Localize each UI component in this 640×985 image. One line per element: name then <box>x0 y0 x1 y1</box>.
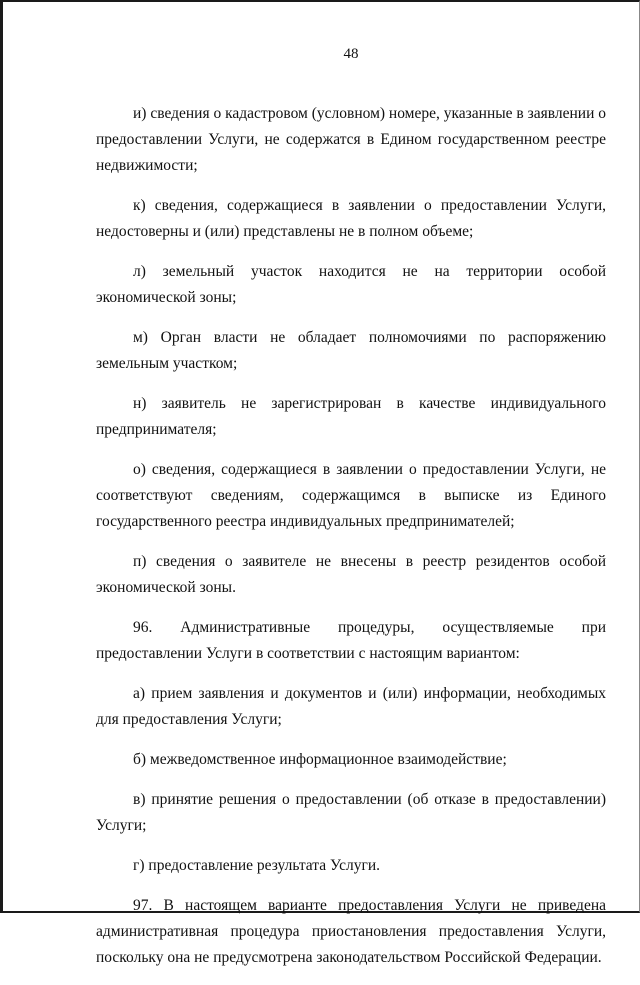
paragraph-m: м) Орган власти не обладает полномочиями по распоряжению земельным участком; <box>96 329 606 372</box>
paragraph-b: б) межведомственное информационное взаимодействие; <box>133 751 507 768</box>
paragraph-o: о) сведения, содержащиеся в заявлении о предоставлении Услуги, не соответствуют сведениям, содержащимся в выписке из Единого государственного реестра индивидуальных предпринимателей; <box>96 461 606 530</box>
paragraph-g: г) предоставление результата Услуги. <box>133 857 380 874</box>
paragraph-i: и) сведения о кадастровом (условном) номере, указанные в заявлении о предоставлении Услуги, не содержатся в Едином государственном реестре недвижимости; <box>96 105 606 174</box>
paragraph-96: 96. Административные процедуры, осуществляемые при предоставлении Услуги в соответствии с настоящим вариантом: <box>96 619 606 662</box>
paragraph-k: к) сведения, содержащиеся в заявлении о предоставлении Услуги, недостоверны и (или) представлены не в полном объеме; <box>96 197 606 240</box>
paragraph-p: п) сведения о заявителе не внесены в реестр резидентов особой экономической зоны. <box>96 553 606 596</box>
paragraph-n: н) заявитель не зарегистрирован в качестве индивидуального предпринимателя; <box>96 395 606 438</box>
paragraph-97: 97. В настоящем варианте предоставления Услуги не приведена административная процедура приостановления предоставления Услуги, поскольку она не предусмотрена законодательством Российской Федерации. <box>96 897 606 966</box>
document-body <box>96 101 606 985</box>
paragraph-l: л) земельный участок находится не на территории особой экономической зоны; <box>96 263 606 306</box>
paragraph-v: в) принятие решения о предоставлении (об отказе в предоставлении) Услуги; <box>96 791 606 834</box>
paragraph-a: а) прием заявления и документов и (или) информации, необходимых для предоставления Услуги; <box>96 685 606 728</box>
page-number: 48 <box>343 46 359 62</box>
